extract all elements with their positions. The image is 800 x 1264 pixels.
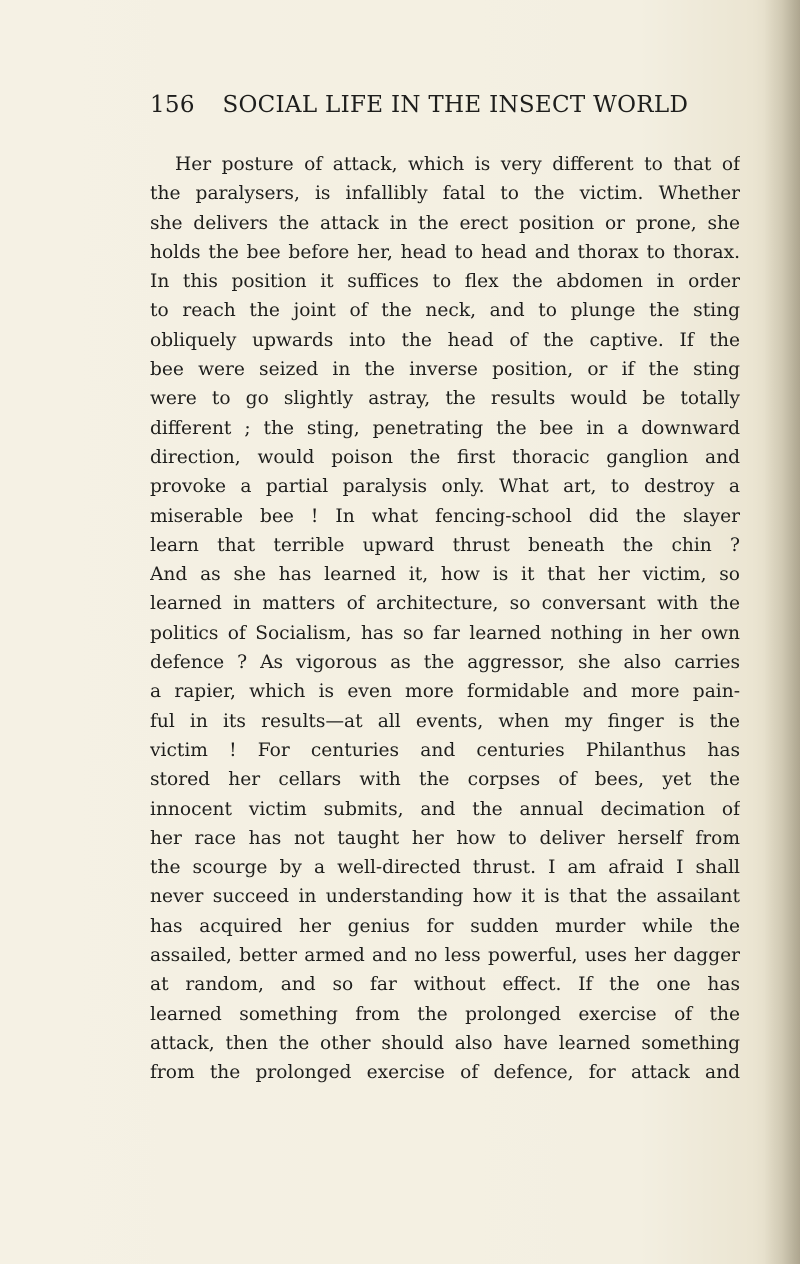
text-line: victim ! For centuries and centuries Philanthus has bbox=[150, 739, 740, 761]
text-line: she delivers the attack in the erect position or prone, she bbox=[150, 212, 740, 234]
page-header bbox=[150, 92, 750, 132]
text-line: her race has not taught her how to deliver herself from bbox=[150, 827, 740, 849]
text-line: learned in matters of architecture, so conversant with the bbox=[150, 593, 740, 615]
text-line: to reach the joint of the neck, and to plunge the sting bbox=[150, 300, 740, 322]
text-line: defence ? As vigorous as the aggressor, she also carries bbox=[150, 652, 740, 674]
body-text bbox=[150, 150, 740, 1088]
text-line: the scourge by a well-directed thrust. I am afraid I shall bbox=[150, 857, 740, 879]
text-line: were to go slightly astray, the results would be totally bbox=[150, 388, 740, 410]
text-line: assailed, better armed and no less powerful, uses her dagger bbox=[150, 945, 740, 967]
running-head: SOCIAL LIFE IN THE INSECT WORLD bbox=[222, 92, 689, 118]
text-line: provoke a partial paralysis only. What art, to destroy a bbox=[150, 476, 740, 498]
text-line: never succeed in understanding how it is that the assailant bbox=[150, 886, 740, 908]
text-line: has acquired her genius for sudden murder while the bbox=[150, 915, 740, 937]
text-line: holds the bee before her, head to head and thorax to thorax. bbox=[150, 241, 740, 263]
text-line: obliquely upwards into the head of the captive. If the bbox=[150, 329, 740, 351]
text-line: direction, would poison the first thoracic ganglion and bbox=[150, 446, 740, 468]
text-line: different ; the sting, penetrating the bee in a downward bbox=[150, 417, 740, 439]
page-number: 156 bbox=[150, 92, 195, 118]
text-line: miserable bee ! In what fencing-school did the slayer bbox=[150, 505, 740, 527]
text-line: at random, and so far without effect. If the one has bbox=[150, 974, 740, 996]
text-line: from the prolonged exercise of defence, for attack and bbox=[150, 1062, 740, 1084]
text-line: the paralysers, is infallibly fatal to the victim. Whether bbox=[150, 183, 740, 205]
text-line: ful in its results—at all events, when my finger is the bbox=[150, 710, 740, 732]
text-line: politics of Socialism, has so far learned nothing in her own bbox=[150, 622, 740, 644]
text-line: In this position it suffices to flex the abdomen in order bbox=[150, 271, 740, 293]
page-edge-shadow bbox=[764, 0, 800, 1264]
text-line: stored her cellars with the corpses of bees, yet the bbox=[150, 769, 740, 791]
text-line: Her posture of attack, which is very different to that of bbox=[175, 154, 740, 175]
text-line: learn that terrible upward thrust beneath the chin ? bbox=[150, 534, 740, 556]
text-line: attack, then the other should also have learned something bbox=[150, 1032, 740, 1054]
text-line: a rapier, which is even more formidable and more pain- bbox=[150, 681, 740, 703]
text-line: bee were seized in the inverse position, or if the sting bbox=[150, 359, 740, 381]
text-line: And as she has learned it, how is it that her victim, so bbox=[150, 564, 740, 586]
text-line: learned something from the prolonged exercise of the bbox=[150, 1003, 740, 1025]
text-line: innocent victim submits, and the annual decimation of bbox=[150, 798, 740, 820]
